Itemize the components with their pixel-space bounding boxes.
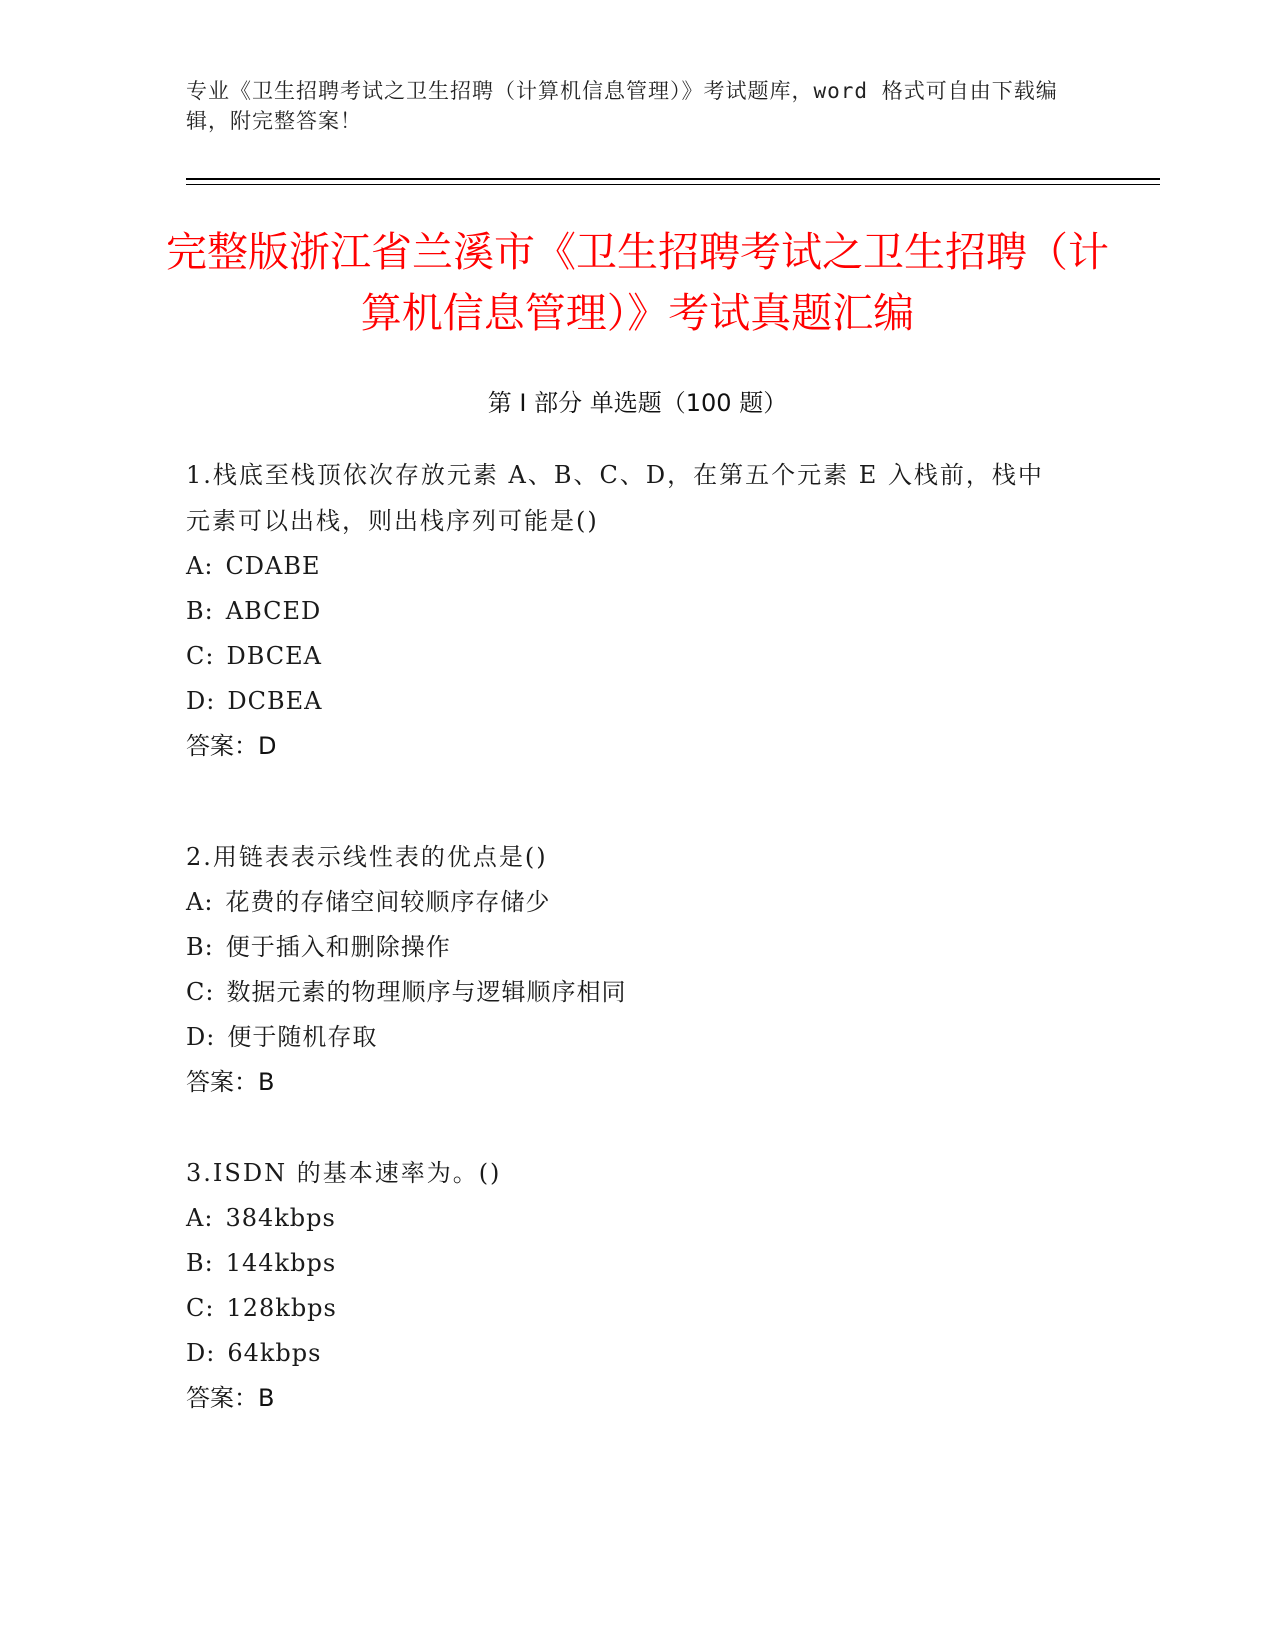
option-separator: :: [204, 552, 214, 580]
option-separator: :: [205, 642, 215, 670]
option-text: 128kbps: [226, 1294, 337, 1322]
option-letter: D: [186, 687, 207, 715]
answer-line: 答案：D: [186, 732, 277, 760]
option-c: [186, 970, 1066, 1015]
question-2: [186, 834, 1066, 1105]
option-letter: B: [186, 597, 205, 625]
option-d: [186, 1015, 1066, 1060]
question-1: [186, 452, 1066, 769]
option-letter: A: [186, 1204, 205, 1232]
section-title: 第 I 部分 单选题（100 题）: [487, 389, 788, 417]
option-letter: B: [186, 1249, 205, 1277]
option-separator: :: [205, 1294, 215, 1322]
option-text: DBCEA: [226, 642, 323, 670]
option-a: [186, 880, 1066, 925]
option-text: ABCED: [225, 597, 322, 625]
option-separator: :: [205, 978, 215, 1006]
option-text: 64kbps: [227, 1339, 322, 1367]
option-text: 花费的存储空间较顺序存储少: [225, 888, 551, 916]
option-letter: A: [186, 552, 205, 580]
option-letter: C: [186, 642, 206, 670]
option-separator: :: [206, 1339, 216, 1367]
option-text: 便于插入和删除操作: [225, 933, 451, 961]
option-text: CDABE: [225, 552, 321, 580]
option-letter: B: [186, 933, 205, 961]
option-b: [186, 589, 1066, 634]
option-separator: :: [204, 888, 214, 916]
option-a: [186, 544, 1066, 589]
header-divider-thick: [186, 178, 1160, 180]
option-text: DCBEA: [227, 687, 323, 715]
option-c: [186, 634, 1066, 679]
answer-line: 答案：B: [186, 1068, 275, 1096]
option-text: 144kbps: [225, 1249, 337, 1277]
option-letter: A: [186, 888, 205, 916]
header-divider-thin: [186, 184, 1160, 185]
question-stem: 3.ISDN 的基本速率为。(): [186, 1159, 502, 1187]
option-letter: C: [186, 978, 206, 1006]
option-separator: :: [204, 1249, 214, 1277]
option-letter: C: [186, 1294, 206, 1322]
option-letter: D: [186, 1339, 207, 1367]
option-b: [186, 925, 1066, 970]
question-stem: 2.用链表表示线性表的优点是(): [186, 843, 548, 871]
option-d: [186, 679, 1066, 724]
option-letter: D: [186, 1023, 207, 1051]
option-a: [186, 1196, 1066, 1241]
option-c: [186, 1286, 1066, 1331]
option-separator: :: [206, 1023, 216, 1051]
header-note: 专业《卫生招聘考试之卫生招聘（计算机信息管理）》考试题库，word 格式可自由下载编辑，附完整答案！: [186, 79, 1058, 133]
option-separator: :: [206, 687, 216, 715]
option-b: [186, 1241, 1066, 1286]
option-text: 384kbps: [225, 1204, 336, 1232]
answer-line: 答案：B: [186, 1384, 275, 1412]
option-separator: :: [204, 933, 214, 961]
option-text: 数据元素的物理顺序与逻辑顺序相同: [226, 978, 627, 1006]
document-title: 完整版浙江省兰溪市《卫生招聘考试之卫生招聘（计算机信息管理）》考试真题汇编: [166, 228, 1109, 337]
option-text: 便于随机存取: [227, 1023, 378, 1051]
question-3: [186, 1150, 1066, 1421]
option-d: [186, 1331, 1066, 1376]
question-stem: 1.栈底至栈顶依次存放元素 A、B、C、D，在第五个元素 E 入栈前，栈中元素可以出栈，则出栈序列可能是(): [186, 461, 1044, 535]
option-separator: :: [204, 1204, 214, 1232]
option-separator: :: [204, 597, 214, 625]
